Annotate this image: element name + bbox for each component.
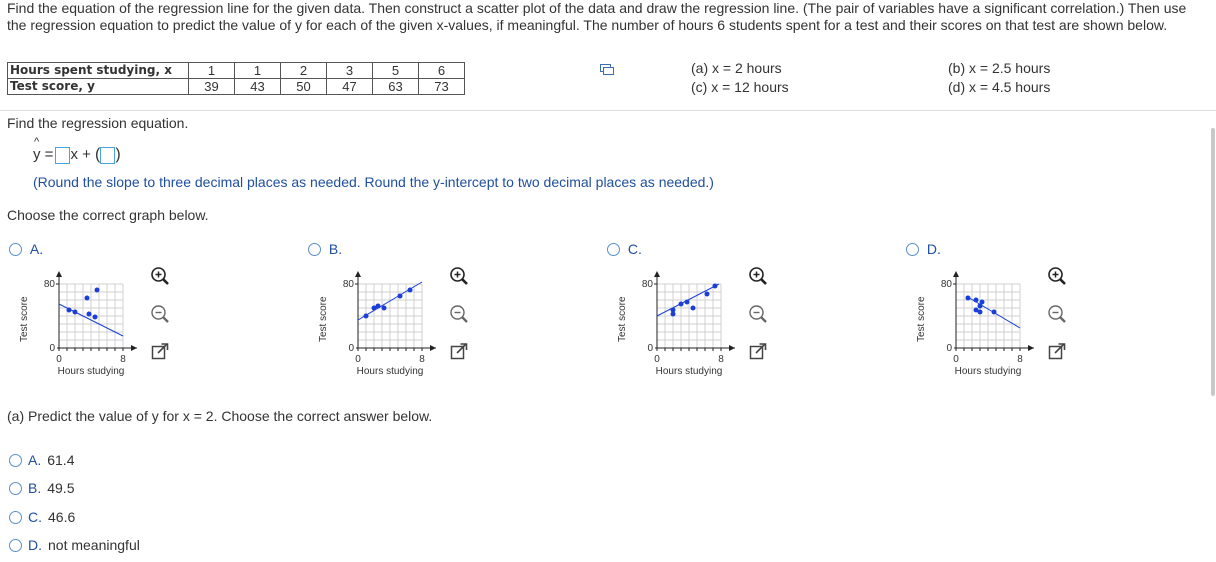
y-hat: ^ y bbox=[33, 136, 41, 163]
x-value: 1 bbox=[235, 63, 281, 79]
option-letter: B. bbox=[328, 241, 343, 257]
y-tick-label-zero: 0 bbox=[647, 343, 653, 354]
close-paren: ) bbox=[115, 146, 121, 163]
x-tick-label-end: 8 bbox=[120, 354, 126, 365]
x-value: 6 bbox=[419, 63, 465, 79]
x-tick-label-end: 8 bbox=[419, 354, 425, 365]
option-letter: D. bbox=[926, 241, 941, 257]
data-point bbox=[705, 292, 710, 297]
y-tick-label-zero: 0 bbox=[946, 343, 952, 354]
data-point bbox=[382, 306, 387, 311]
rounding-note: (Round the slope to three decimal places as needed. Round the y-intercept to two decimal places as needed.) bbox=[33, 174, 714, 190]
y-value: 39 bbox=[189, 79, 235, 95]
zoom-in-icon[interactable] bbox=[150, 266, 170, 286]
data-point bbox=[966, 296, 971, 301]
data-point bbox=[980, 300, 985, 305]
y-axis-arrow bbox=[56, 271, 62, 277]
y-value: 63 bbox=[373, 79, 419, 95]
y-value: 47 bbox=[327, 79, 373, 95]
x-axis-label: Hours studying bbox=[655, 366, 723, 377]
data-point bbox=[978, 310, 983, 315]
data-point bbox=[93, 315, 98, 320]
y-tick-label-zero: 0 bbox=[348, 343, 354, 354]
zoom-out-icon[interactable] bbox=[748, 304, 768, 324]
intercept-input[interactable] bbox=[100, 147, 115, 164]
xvalue-c: (c) x = 12 hours bbox=[691, 79, 789, 95]
regression-equation bbox=[33, 136, 121, 164]
scrollbar[interactable] bbox=[1211, 128, 1215, 396]
y-axis-label: Test score bbox=[318, 296, 329, 342]
radio-button[interactable] bbox=[9, 511, 22, 524]
option-letter: A. bbox=[29, 241, 44, 257]
x-tick-label-zero: 0 bbox=[654, 354, 660, 365]
x-header: Hours spent studying, x bbox=[8, 63, 189, 79]
scatter-plot bbox=[29, 267, 149, 377]
y-axis-label: Test score bbox=[916, 296, 927, 342]
option-letter: C. bbox=[627, 241, 642, 257]
data-point bbox=[95, 288, 100, 293]
x-axis-arrow bbox=[1028, 345, 1034, 351]
expand-icon[interactable] bbox=[150, 342, 170, 362]
graph-option-label[interactable] bbox=[906, 241, 941, 257]
expand-icon[interactable] bbox=[748, 342, 768, 362]
answer-option-d[interactable]: D. not meaningful bbox=[9, 537, 140, 553]
x-axis-arrow bbox=[430, 345, 436, 351]
expand-icon[interactable] bbox=[1047, 342, 1067, 362]
radio-button[interactable] bbox=[9, 539, 22, 552]
xvalue-a: (a) x = 2 hours bbox=[691, 60, 782, 76]
zoom-in-icon[interactable] bbox=[449, 266, 469, 286]
equals-sign: = bbox=[44, 146, 54, 163]
data-point bbox=[87, 312, 92, 317]
graph-option-label[interactable] bbox=[607, 241, 642, 257]
y-value: 43 bbox=[235, 79, 281, 95]
y-value: 73 bbox=[419, 79, 465, 95]
data-point bbox=[679, 302, 684, 307]
open-paren: ( bbox=[95, 146, 101, 163]
x-tick-label-end: 8 bbox=[1017, 354, 1023, 365]
data-point bbox=[73, 310, 78, 315]
problem-statement: Find the equation of the regression line for the given data. Then construct a scatter plot of the data and draw the regression line. (The pair of variables have a significant correlation.) Then use the regression equation to predict the value of y for each of the given x-values, if meaningful. The number of hours 6 students spent for a test and their scores on that test are shown below. bbox=[7, 0, 1187, 33]
graph-option-label[interactable] bbox=[308, 241, 342, 257]
regression-instruction: Find the regression equation. bbox=[7, 115, 189, 131]
table-row-x bbox=[8, 63, 465, 79]
answer-option-c[interactable]: C. 46.6 bbox=[9, 509, 75, 525]
zoom-in-icon[interactable] bbox=[1047, 266, 1067, 286]
x-plus: x + bbox=[70, 146, 91, 163]
answer-option-a[interactable]: A. 61.4 bbox=[9, 452, 74, 468]
graph-question: Choose the correct graph below. bbox=[7, 207, 209, 223]
scatter-plot bbox=[328, 267, 448, 377]
data-point bbox=[713, 284, 718, 289]
radio-button[interactable] bbox=[906, 243, 919, 256]
data-point bbox=[992, 310, 997, 315]
data-table bbox=[7, 62, 465, 95]
section-divider bbox=[0, 110, 1216, 111]
x-tick-label-zero: 0 bbox=[953, 354, 959, 365]
y-tick-label-top: 80 bbox=[641, 279, 653, 290]
data-point bbox=[364, 314, 369, 319]
zoom-out-icon[interactable] bbox=[449, 304, 469, 324]
part-a-question: (a) Predict the value of y for x = 2. Choose the correct answer below. bbox=[7, 408, 433, 424]
data-point bbox=[85, 296, 90, 301]
radio-button[interactable] bbox=[607, 243, 620, 256]
data-point bbox=[691, 306, 696, 311]
x-axis-label: Hours studying bbox=[356, 366, 424, 377]
radio-button[interactable] bbox=[9, 482, 22, 495]
y-value: 50 bbox=[281, 79, 327, 95]
data-point bbox=[398, 294, 403, 299]
y-axis-arrow bbox=[654, 271, 660, 277]
data-point bbox=[376, 304, 381, 309]
y-header: Test score, y bbox=[8, 79, 189, 95]
data-point bbox=[671, 312, 676, 317]
y-tick-label-top: 80 bbox=[342, 279, 354, 290]
hat-symbol: ^ bbox=[34, 136, 40, 148]
copy-icon[interactable] bbox=[600, 64, 614, 75]
x-value: 1 bbox=[189, 63, 235, 79]
slope-input[interactable] bbox=[55, 147, 70, 164]
radio-button[interactable] bbox=[9, 243, 22, 256]
x-value: 5 bbox=[373, 63, 419, 79]
scatter-plot bbox=[627, 267, 747, 377]
data-point bbox=[67, 308, 72, 313]
zoom-out-icon[interactable] bbox=[150, 304, 170, 324]
radio-button[interactable] bbox=[308, 243, 321, 256]
zoom-in-icon[interactable] bbox=[748, 266, 768, 286]
data-point bbox=[974, 298, 979, 303]
y-tick-label-top: 80 bbox=[43, 279, 55, 290]
data-point bbox=[685, 300, 690, 305]
y-axis-label: Test score bbox=[617, 296, 628, 342]
data-point bbox=[408, 288, 413, 293]
x-tick-label-zero: 0 bbox=[355, 354, 361, 365]
expand-icon[interactable] bbox=[449, 342, 469, 362]
graph-option-label[interactable] bbox=[9, 241, 43, 257]
y-axis-arrow bbox=[953, 271, 959, 277]
radio-button[interactable] bbox=[9, 454, 22, 467]
x-tick-label-end: 8 bbox=[718, 354, 724, 365]
answer-option-b[interactable]: B. 49.5 bbox=[9, 480, 74, 496]
x-axis-arrow bbox=[729, 345, 735, 351]
x-axis-label: Hours studying bbox=[57, 366, 125, 377]
x-value: 2 bbox=[281, 63, 327, 79]
y-axis-label: Test score bbox=[19, 296, 30, 342]
x-value: 3 bbox=[327, 63, 373, 79]
scatter-plot bbox=[926, 267, 1046, 377]
xvalue-b: (b) x = 2.5 hours bbox=[948, 60, 1051, 76]
zoom-out-icon[interactable] bbox=[1047, 304, 1067, 324]
xvalue-d: (d) x = 4.5 hours bbox=[948, 79, 1051, 95]
x-tick-label-zero: 0 bbox=[56, 354, 62, 365]
x-axis-arrow bbox=[131, 345, 137, 351]
y-axis-arrow bbox=[355, 271, 361, 277]
y-tick-label-top: 80 bbox=[940, 279, 952, 290]
y-tick-label-zero: 0 bbox=[49, 343, 55, 354]
x-axis-label: Hours studying bbox=[954, 366, 1022, 377]
table-row-y bbox=[8, 79, 465, 95]
